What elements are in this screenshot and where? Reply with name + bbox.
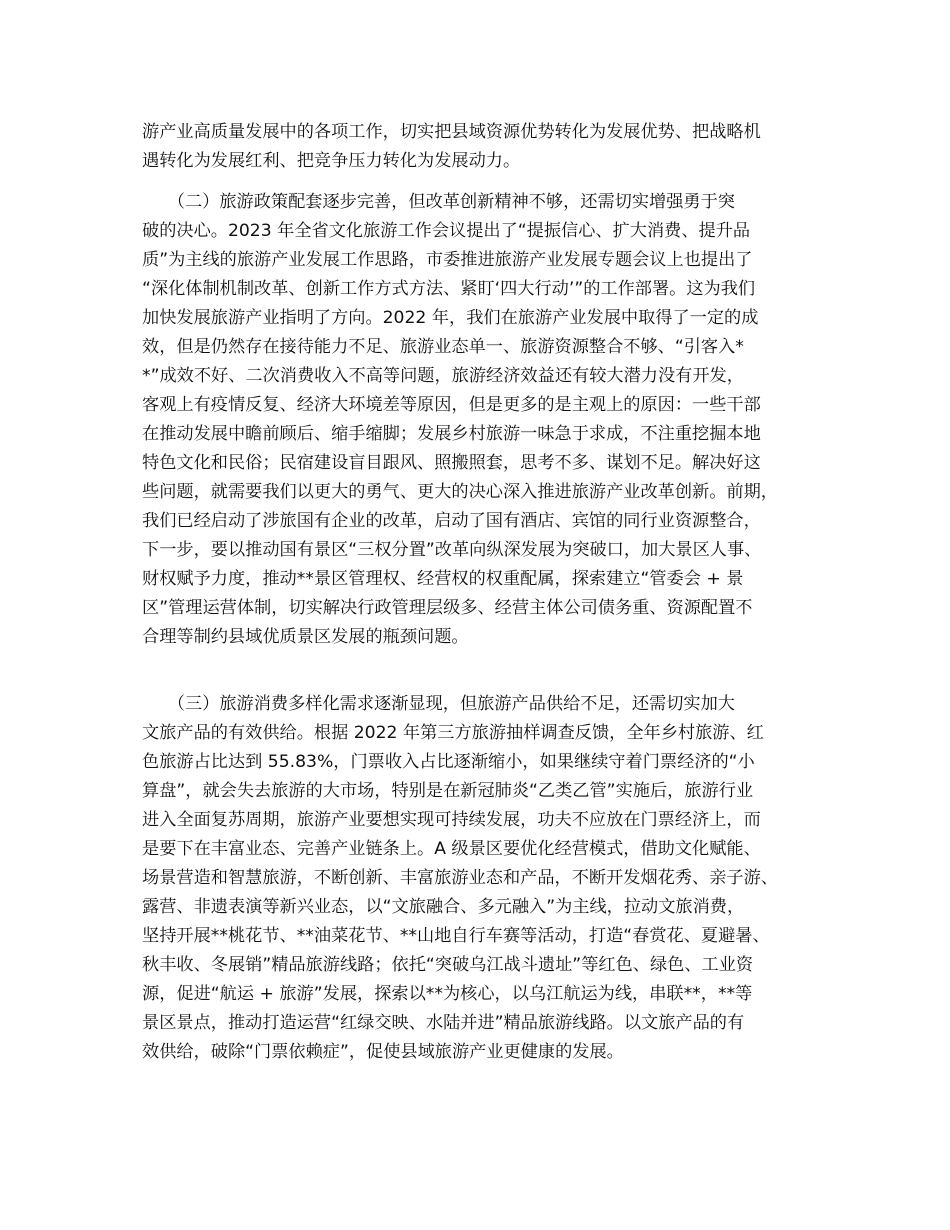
text-line: 源，促进“航运 + 旅游”发展，探索以**为核心，以乌江航运为线，串联**，**等 — [142, 984, 753, 1004]
text-line: *”成效不好、二次消费收入不高等问题，旅游经济效益还有较大潜力没有开发， — [142, 366, 744, 386]
text-line: 下一步，要以推动国有景区“三权分置”改革向纵深发展为突破口，加大景区人事、 — [142, 540, 762, 560]
text-line: 是要下在丰富业态、完善产业链条上。A 级景区要优化经营模式，借助文化赋能、 — [142, 839, 761, 859]
text-line: “深化体制机制改革、创新工作方式方法、紧盯‘四大行动’”的工作部署。这为我们 — [142, 279, 756, 299]
text-line: 算盘”，就会失去旅游的大市场，特别是在新冠肺炎“乙类乙管”实施后，旅游行业 — [142, 781, 754, 801]
text-line: （三）旅游消费多样化需求逐渐显现，但旅游产品供给不足，还需切实加大 — [142, 694, 735, 714]
text-line: 质”为主线的旅游产业发展工作思路，市委推进旅游产业发展专题会议上也提出了 — [142, 250, 753, 270]
text-line: 遇转化为发展红利、把竞争压力转化为发展动力。 — [142, 151, 521, 171]
text-line: 财权赋予力度，推动**景区管理权、经营权的权重配属，探索建立“管委会 + 景 — [142, 569, 744, 589]
text-line: 特色文化和民俗；民宿建设盲目跟风、照搬照套，思考不多、谋划不足。解决好这 — [142, 453, 761, 473]
text-line: 合理等制约县域优质景区发展的瓶颈问题。 — [142, 627, 469, 647]
text-line: 些问题，就需要我们以更大的勇气、更大的决心深入推进旅游产业改革创新。前期， — [142, 482, 778, 502]
text-line: 景区景点，推动打造运营“红绿交映、水陆并进”精品旅游线路。以文旅产品的有 — [142, 1013, 745, 1033]
text-line: 进入全面复苏周期，旅游产业要想实现可持续发展，功夫不应放在门票经济上，而 — [142, 810, 761, 830]
paragraph-section-two — [142, 188, 842, 652]
text-line: 客观上有疫情反复、经济大环境差等原因，但是更多的是主观上的原因：一些干部 — [142, 395, 761, 415]
text-line: 破的决心。2023 年全省文化旅游工作会议提出了“提振信心、扩大消费、提升品 — [142, 221, 751, 241]
text-line: 露营、非遗表演等新兴业态，以“文旅融合、多元融入”为主线，拉动文旅消费， — [142, 897, 745, 917]
text-line: 秋丰收、冬展销”精品旅游线路；依托“突破乌江战斗遗址”等红色、绿色、工业资 — [142, 955, 754, 975]
text-line: 坚持开展**桃花节、**油菜花节、**山地自行车赛等活动，打造“春赏花、夏避暑、 — [142, 926, 770, 946]
paragraph-intro-continuation — [142, 118, 842, 176]
text-line: 游产业高质量发展中的各项工作，切实把县域资源优势转化为发展优势、把战略机 — [142, 122, 761, 142]
text-line: （二）旅游政策配套逐步完善，但改革创新精神不够，还需切实增强勇于突 — [142, 192, 735, 212]
text-line: 文旅产品的有效供给。根据 2022 年第三方旅游抽样调查反馈，全年乡村旅游、红 — [142, 723, 764, 743]
text-line: 色旅游占比达到 55.83%，门票收入占比逐渐缩小，如果继续守着门票经济的“小 — [142, 752, 755, 772]
text-line: 效供给，破除“门票依赖症”，促使县域旅游产业更健康的发展。 — [142, 1042, 624, 1062]
paragraph-section-three — [142, 690, 842, 1067]
text-line: 加快发展旅游产业指明了方向。2022 年，我们在旅游产业发展中取得了一定的成 — [142, 308, 759, 328]
text-line: 我们已经启动了涉旅国有企业的改革，启动了国有酒店、宾馆的同行业资源整合， — [142, 511, 761, 531]
text-line: 区”管理运营体制，切实解决行政管理层级多、经营主体公司债务重、资源配置不 — [142, 598, 753, 618]
text-line: 在推动发展中瞻前顾后、缩手缩脚；发展乡村旅游一味急于求成，不注重挖掘本地 — [142, 424, 761, 444]
text-line: 场景营造和智慧旅游，不断创新、丰富旅游业态和产品，不断开发烟花秀、亲子游、 — [142, 868, 778, 888]
text-line: 效，但是仍然存在接待能力不足、旅游业态单一、旅游资源整合不够、“引客入* — [142, 337, 744, 357]
